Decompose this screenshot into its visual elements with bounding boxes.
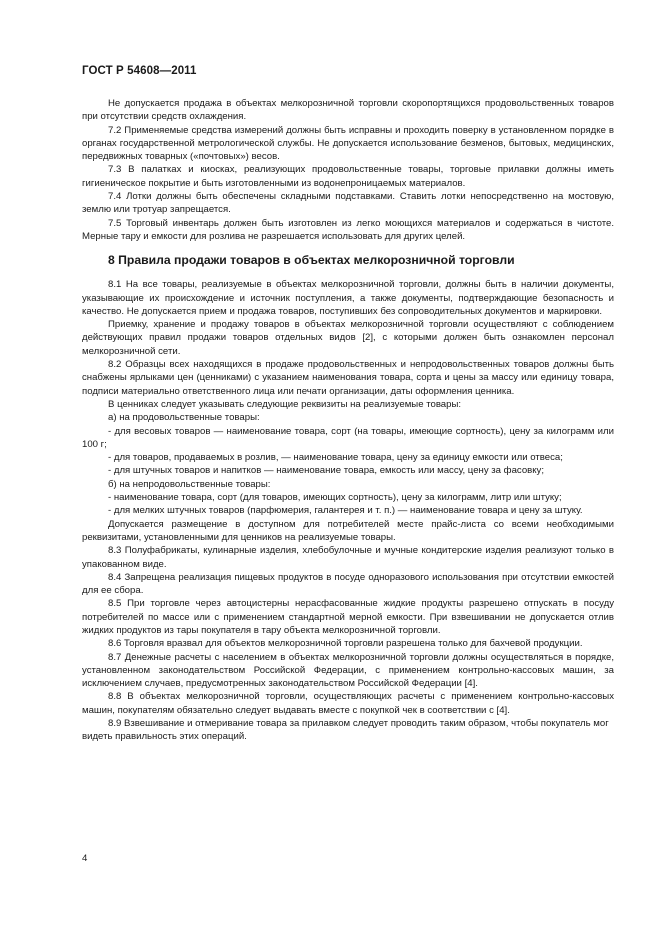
paragraph-7-3: 7.3 В палатках и киосках, реализующих продовольственные товары, торговые прилавки должны иметь гигиеническое покрытие и быть изготовленными из водонепроницаемых материалов. (82, 164, 614, 189)
paragraph-7-5: 7.5 Торговый инвентарь должен быть изготовлен из легко моющихся материалов и содержаться в чистоте. Мерные тару и емкости для розлива не разрешается использовать для других целей. (82, 217, 614, 242)
list-item-a-3: - для штучных товаров и напитков — наименование товара, емкость или массу, цену за фасовку; (108, 465, 545, 477)
list-item-a-1: - для весовых товаров — наименование товара, сорт (на товары, имеющие сортность), цену за килограмм или 100 г; (82, 425, 614, 450)
paragraph-7-2: 7.2 Применяемые средства измерений должны быть исправны и проходить поверку в установленном порядке в органах государственной метрологической службы. Не допускается использование безменов, бытовых, медицинских, передвижных товарных («почтовых») весов. (82, 124, 614, 163)
paragraph-8-5: 8.5 При торговле через автоцистерны нерасфасованные жидкие продукты разрешено отпускать в посуду потребителей по массе или с применением стандартной мерной емкости. При взвешивании не допускается отлив жидких продуктов из тары покупателя в тару объекта мелкорозничной торговли. (82, 598, 614, 636)
paragraph-8-1-b: Приемку, хранение и продажу товаров в объектах мелкорозничной торговли осуществляют с соблюдением действующих правил продажи товаров отдельных видов [2], с которыми должен быть ознакомлен персонал мелкорозничной сети. (82, 319, 614, 357)
paragraph-8-2-intro: В ценниках следует указывать следующие реквизиты на реализуемые товары: (108, 398, 462, 410)
list-item-b-2: - для мелких штучных товаров (парфюмерия, галантерея и т. п.) — наименование товара и цену за штуку. (108, 505, 583, 517)
page-number: 4 (82, 853, 88, 864)
paragraph-8-8: 8.8 В объектах мелкорозничной торговли, осуществляющих расчеты с применением контрольно-кассовых машин, покупателям обязательно следует выдавать вместе с покупкой чек в соответствии с [4]. (82, 691, 614, 716)
standard-code-header: ГОСТ Р 54608—2011 (82, 65, 197, 77)
document-body (82, 97, 614, 744)
paragraph-7-4: 7.4 Лотки должны быть обеспечены складными подставками. Ставить лотки непосредственно на мостовую, землю или тротуар запрещается. (82, 191, 614, 216)
paragraph-8-2: 8.2 Образцы всех находящихся в продаже продовольственных и непродовольственных товаров должны быть снабжены ярлыками цен (ценниками) с указанием наименования товара, сорта и цены за массу или единицу товара, подписи материально ответственного лица или печати организации, даты оформления ценника. (82, 359, 614, 397)
list-item-b-1: - наименование товара, сорт (для товаров, имеющих сортность), цену за килограмм, литр или штуку; (108, 492, 562, 504)
paragraph-8-6: 8.6 Торговля вразвал для объектов мелкорозничной торговли разрешена только для бахчевой продукции. (108, 638, 583, 650)
paragraph-8-1: 8.1 На все товары, реализуемые в объектах мелкорозничной торговли, должны быть в наличии документы, указывающие их происхождение и источник поступления, а также документы, подтверждающие безопасность и качество. Не допускается прием и продажа товаров, поступивших без сопроводительных документов и маркировки. (82, 279, 614, 317)
paragraph-price-list: Допускается размещение в доступном для потребителей месте прайс-листа со всеми необходимыми реквизитами, установленными для ценников на реализуемые товары. (82, 518, 614, 543)
paragraph-8-3: 8.3 Полуфабрикаты, кулинарные изделия, хлебобулочные и мучные кондитерские изделия реализуют только в упакованном виде. (82, 545, 614, 570)
paragraph-8-7: 8.7 Денежные расчеты с населением в объектах мелкорозничной торговли должны осуществляться в порядке, установленном законодательством Российской Федерации, с применением контрольно-кассовых машин, за исключением случаев, предусмотренных законодательством Российской Федерации [4]. (82, 651, 614, 690)
paragraph-7-1-cont: Не допускается продажа в объектах мелкорозничной торговли скоропортящихся продовольственных товаров при отсутствии средств охлаждения. (82, 98, 614, 123)
list-item-a: а) на продовольственные товары: (108, 412, 260, 424)
section-8-title: 8 Правила продажи товаров в объектах мелкорозничной торговли (108, 253, 515, 268)
paragraph-8-4: 8.4 Запрещена реализация пищевых продуктов в посуде одноразового использования при отсутствии емкостей для ее сбора. (82, 571, 614, 597)
list-item-b: б) на непродовольственные товары: (108, 478, 271, 490)
list-item-a-2: - для товаров, продаваемых в розлив, — наименование товара, цену за единицу емкости или отвеса; (108, 452, 563, 464)
paragraph-8-9: 8.9 Взвешивание и отмеривание товара за прилавком следует проводить таким образом, чтобы покупатель мог видеть правильность этих операций. (82, 718, 609, 743)
